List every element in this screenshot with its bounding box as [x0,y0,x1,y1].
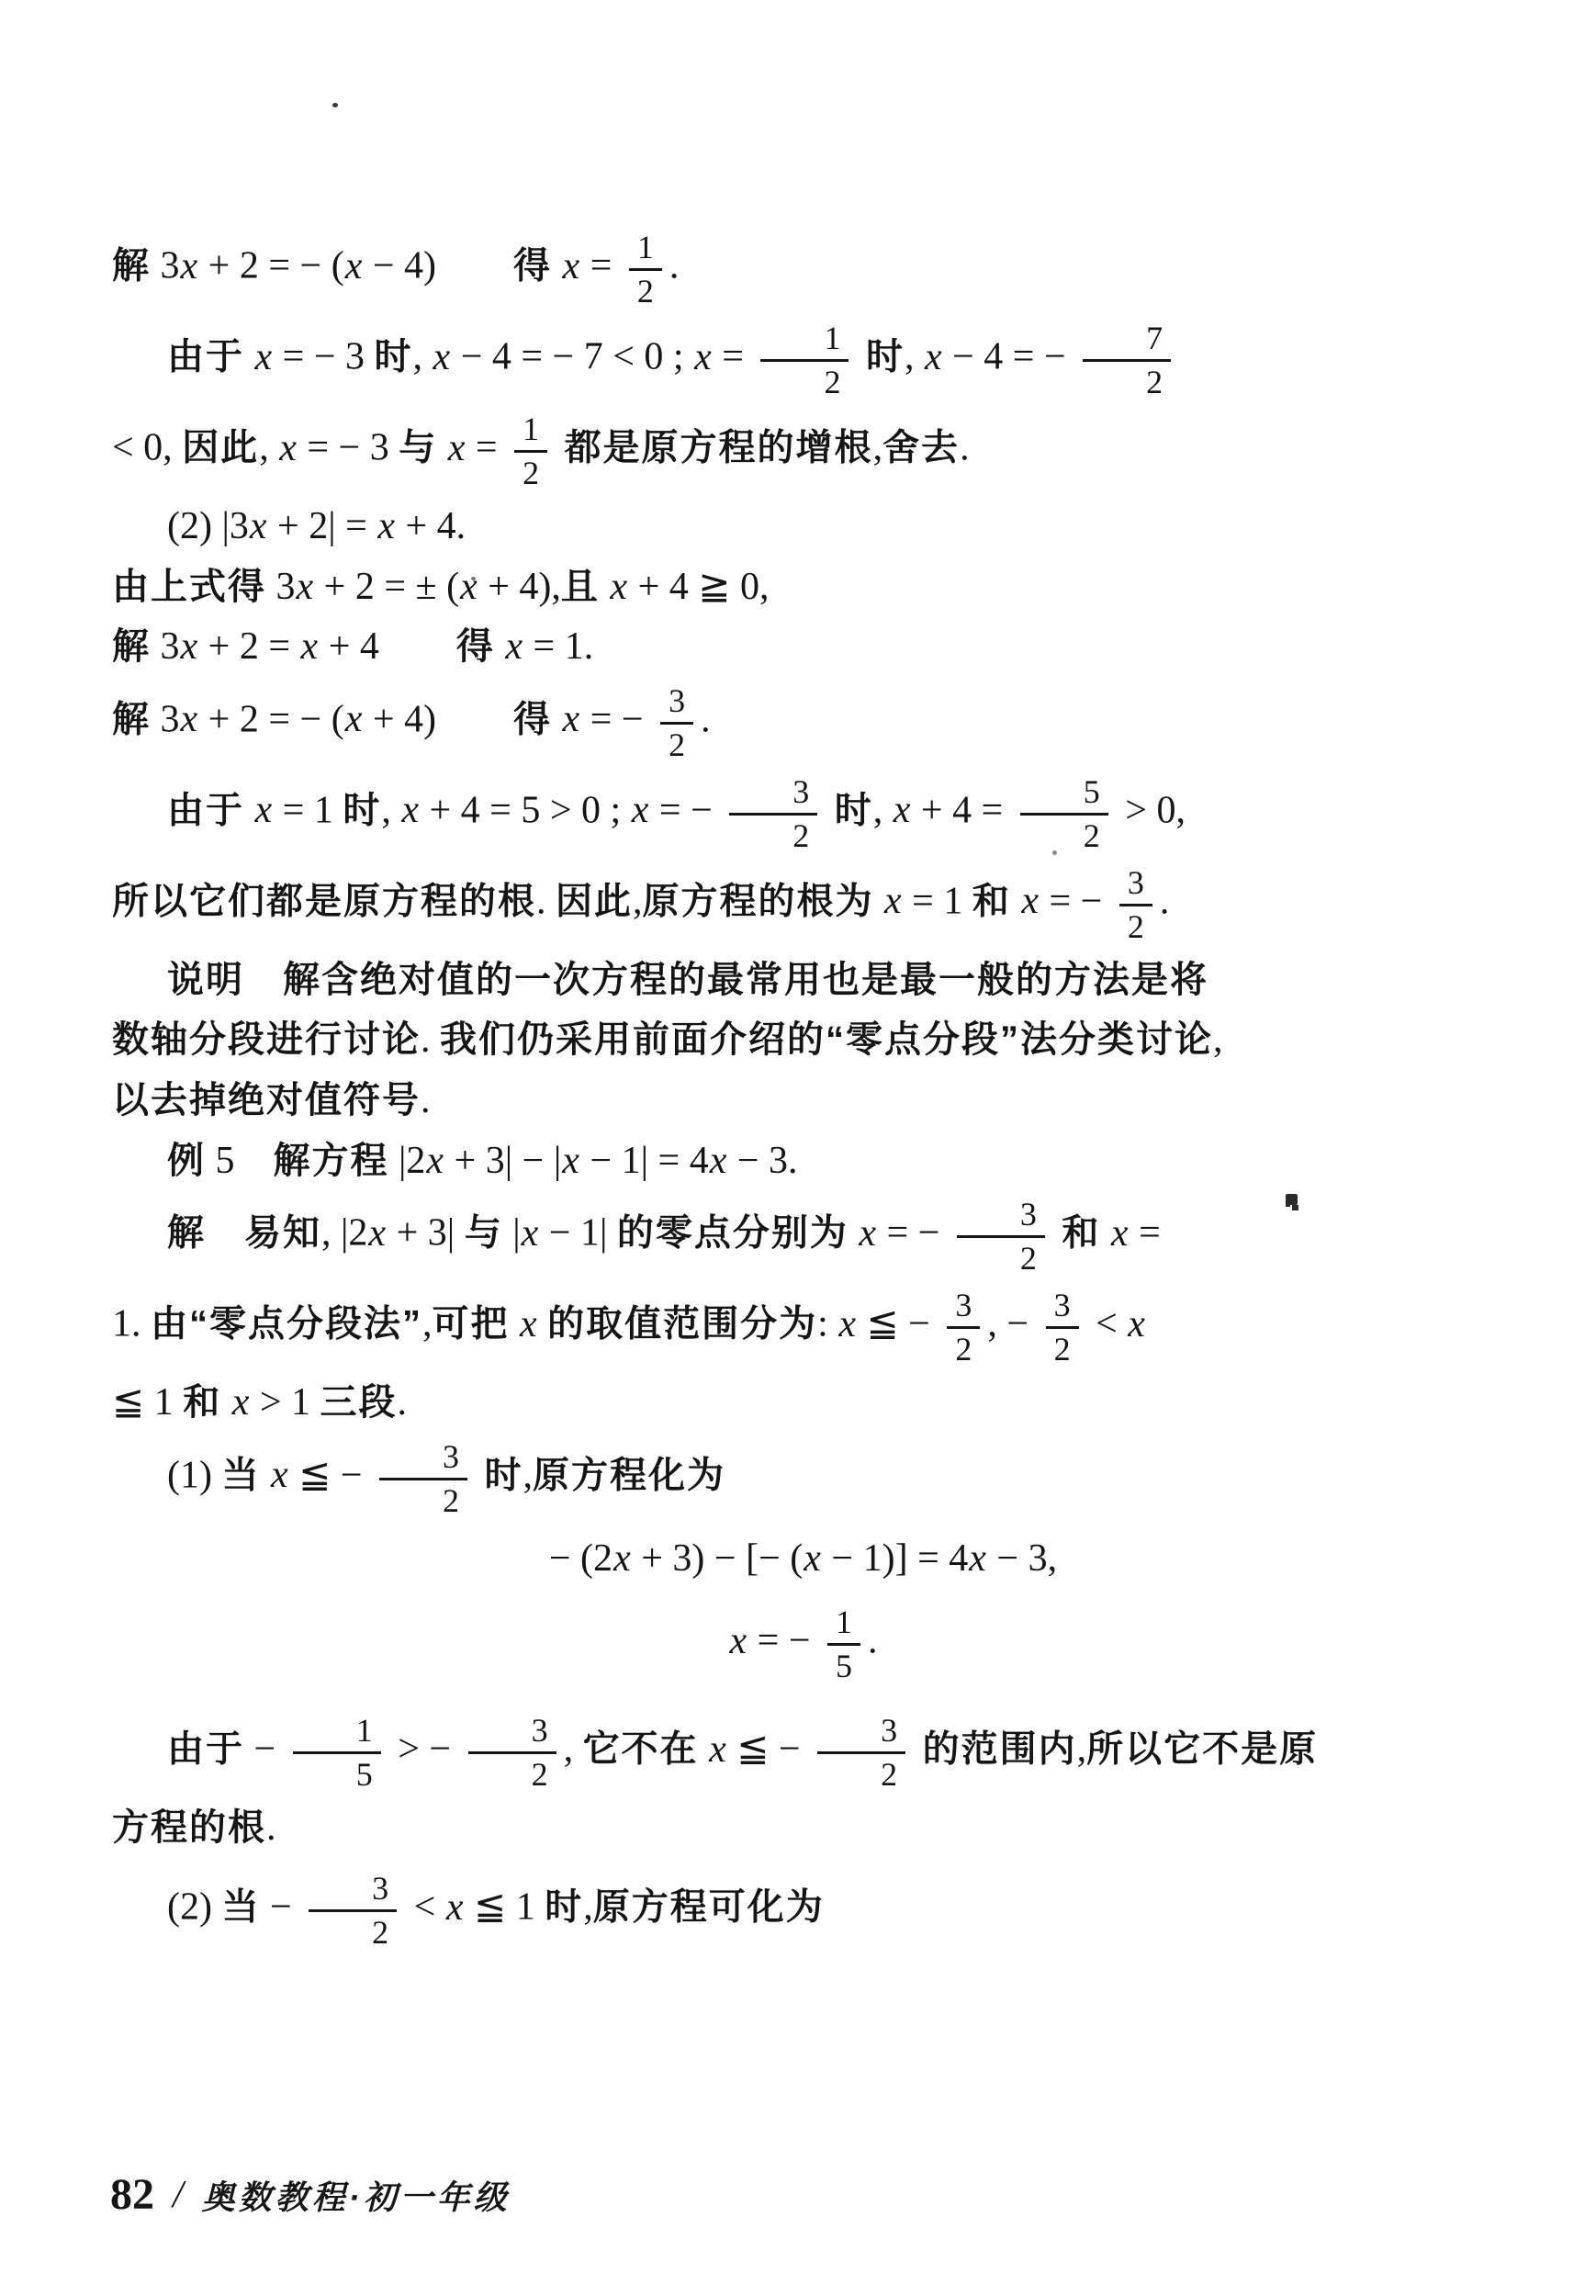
ink-speck [332,103,338,107]
fraction: $\frac{1}{2}$ [629,229,662,310]
fraction: $\frac{7}{2}$ [1083,320,1171,400]
text-line: < 0, 因此, x = − 3 与 x = $\frac{1}{2}$ 都是原方程的增根,舍去. [112,411,970,491]
text-line: 例 5 解方程 |2x + 3| − |x − 1| = 4x − 3. [167,1139,798,1182]
text-line: 由于 x = 1 时, x + 4 = 5 > 0 ; x = − $\frac{3}{2}$ 时, x + 4 = $\frac{5}{2}$ > 0, [167,772,1186,854]
fraction: $\frac{3}{2}$ [729,773,817,854]
text-line: 由于 x = − 3 时, x − 4 = − 7 < 0 ; x = $\frac{1}{2}$ 时, x − 4 = − $\frac{7}{2}$ [112,320,1494,400]
text-line: (2) |3x + 2| = x + 4. [167,505,466,547]
fraction: $\frac{3}{2}$ [1119,864,1152,945]
fraction: $\frac{1}{2}$ [760,320,849,400]
text-line: 解 3x + 2 = − (x + 4) 得 x = − $\frac{3}{2}$ . [112,681,711,763]
fraction: $\frac{3}{2}$ [817,1712,905,1793]
fraction: $\frac{3}{2}$ [947,1287,980,1367]
text-line: (1) 当 x ≦ − $\frac{3}{2}$ 时,原方程化为 [167,1437,726,1519]
fraction: $\frac{3}{2}$ [468,1712,556,1793]
text-line: 1. 由“零点分段法”,可把 x 的取值范围分为: x ≦ − $\frac{3}{2}$ , − $\frac{3}{2}$ < x [112,1287,1145,1368]
text-line: 解 3x + 2 = x + 4 得 x = 1. [112,625,594,669]
fraction: $\frac{1}{5}$ [293,1712,381,1793]
text-line: ≦ 1 和 x > 1 三段. [112,1381,408,1424]
page-footer [110,2169,511,2220]
fraction: $\frac{5}{2}$ [1020,773,1108,854]
text-line: 方程的根. [112,1806,276,1850]
footer-separator: / [173,2174,184,2216]
page-number: 82 [110,2170,154,2219]
fraction: $\frac{1}{5}$ [827,1604,860,1684]
text-line: 数轴分段进行讨论. 我们仍采用前面介绍的“零点分段”法分类讨论, [112,1019,1223,1062]
fraction: $\frac{1}{2}$ [514,411,547,491]
text-line: x = − $\frac{1}{5}$ . [729,1604,878,1685]
text-line: 以去掉绝对值符号. [112,1078,431,1121]
text-line: 解 3x + 2 = − (x − 4) 得 x = $\frac{1}{2}$ . [112,229,680,310]
text-line: − (2x + 3) − [− (x − 1)] = 4x − 3, [548,1536,1058,1580]
fraction: $\frac{3}{2}$ [957,1196,1045,1277]
fraction: $\frac{3}{2}$ [660,682,693,763]
fraction: $\frac{3}{2}$ [379,1438,467,1519]
text-line: 由上式得 3x + 2 = ± (x + 4),且 x + 4 ≧ 0, [112,565,770,608]
text-line: 由于 − $\frac{1}{5}$ > − $\frac{3}{2}$ , 它不在 x ≦ − $\frac{3}{2}$ 的范围内,所以它不是原 [167,1712,1319,1794]
text-line: 所以它们都是原方程的根. 因此,原方程的根为 x = 1 和 x = − $\frac{3}{2}$ . [112,863,1170,945]
book-title: 奥数教程·初一年级 [201,2178,511,2216]
text-line: (2) 当 − $\frac{3}{2}$ < x ≦ 1 时,原方程可化为 [167,1869,825,1951]
fraction: $\frac{3}{2}$ [1046,1287,1079,1367]
page-content [112,219,1494,1961]
fraction: $\frac{3}{2}$ [309,1870,397,1951]
text-line: 说明 解含绝对值的一次方程的最常用也是最一般的方法是将 [167,959,1208,1000]
text-line: 解 易知, |2x + 3| 与 |x − 1| 的零点分别为 x = − $\frac{3}{2}$ 和 x = [167,1196,1161,1277]
